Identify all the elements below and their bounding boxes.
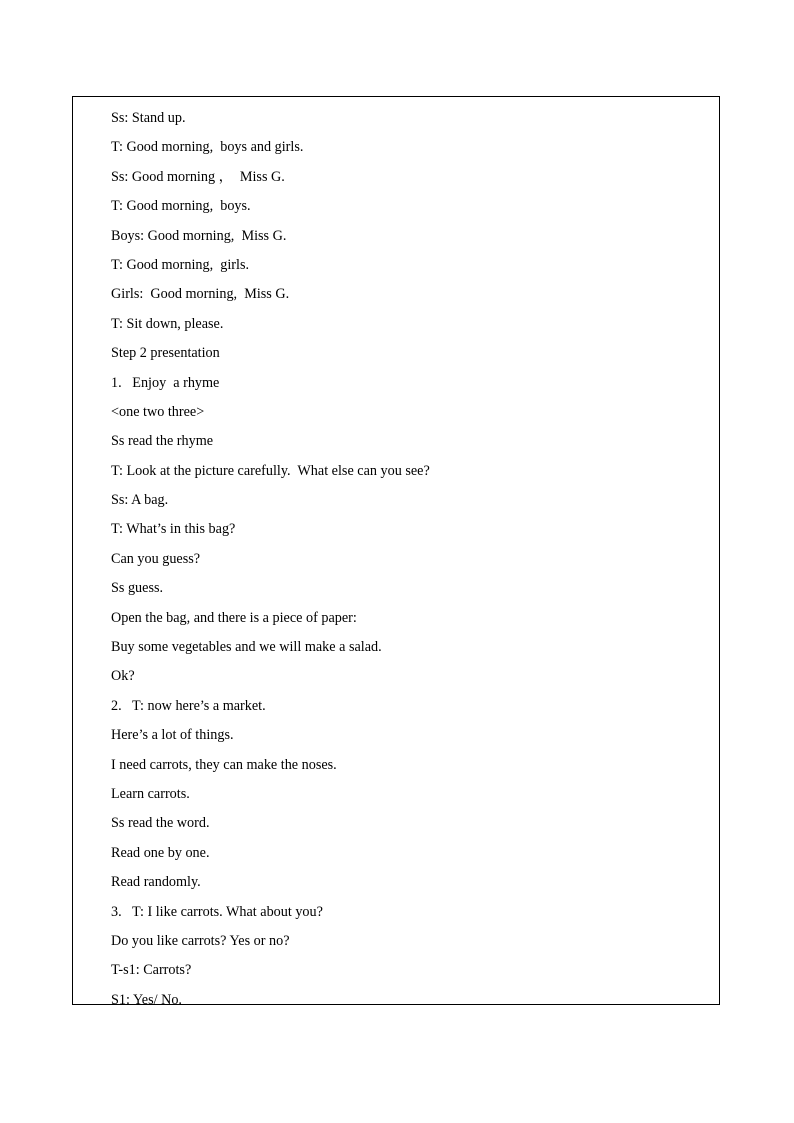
lesson-line: T: What’s in this bag? <box>111 521 236 538</box>
lesson-line: Ss: A bag. <box>111 492 169 509</box>
lesson-line: T: Look at the picture carefully. What else can you see? <box>111 462 430 479</box>
lesson-line: Ss guess. <box>111 580 164 597</box>
lesson-line: I need carrots, they can make the noses. <box>111 756 337 773</box>
lesson-line: T: Good morning, boys and girls. <box>111 139 304 156</box>
lesson-line: Ok? <box>111 668 135 685</box>
numbered-item: 1. Enjoy a rhyme <box>111 374 220 391</box>
numbered-item: 3. T: I like carrots. What about you? <box>111 903 323 920</box>
lesson-line: <one two three> <box>111 403 205 420</box>
lesson-line: Do you like carrots? Yes or no? <box>111 932 290 949</box>
lesson-line: T: Sit down, please. <box>111 315 224 332</box>
lesson-line: Read one by one. <box>111 844 210 861</box>
lesson-line: Ss read the rhyme <box>111 433 214 450</box>
lesson-line: Ss: Good morning ， Miss G. <box>111 168 285 185</box>
lesson-line: Ss: Stand up. <box>111 110 186 126</box>
section-heading: Step 2 presentation <box>111 345 220 362</box>
lesson-line: Boys: Good morning, Miss G. <box>111 227 287 244</box>
lesson-content-box <box>72 96 720 1008</box>
lesson-line: Buy some vegetables and we will make a salad. <box>111 639 382 656</box>
lesson-line: S1: Yes/ No. <box>111 991 182 1008</box>
lesson-line: Learn carrots. <box>111 785 190 802</box>
lesson-line: Open the bag, and there is a piece of paper: <box>111 609 357 626</box>
lesson-line: Here’s a lot of things. <box>111 727 234 744</box>
lesson-line: Girls: Good morning, Miss G. <box>111 286 290 303</box>
lesson-line: T: Good morning, boys. <box>111 198 251 215</box>
lesson-line: Read randomly. <box>111 874 201 891</box>
numbered-item: 2. T: now here’s a market. <box>111 697 266 714</box>
lesson-line: T: Good morning, girls. <box>111 256 250 273</box>
lesson-line: T-s1: Carrots? <box>111 962 192 979</box>
lesson-line: Can you guess? <box>111 550 201 567</box>
lesson-line: Ss read the word. <box>111 815 210 832</box>
lesson-lines <box>111 107 709 1018</box>
